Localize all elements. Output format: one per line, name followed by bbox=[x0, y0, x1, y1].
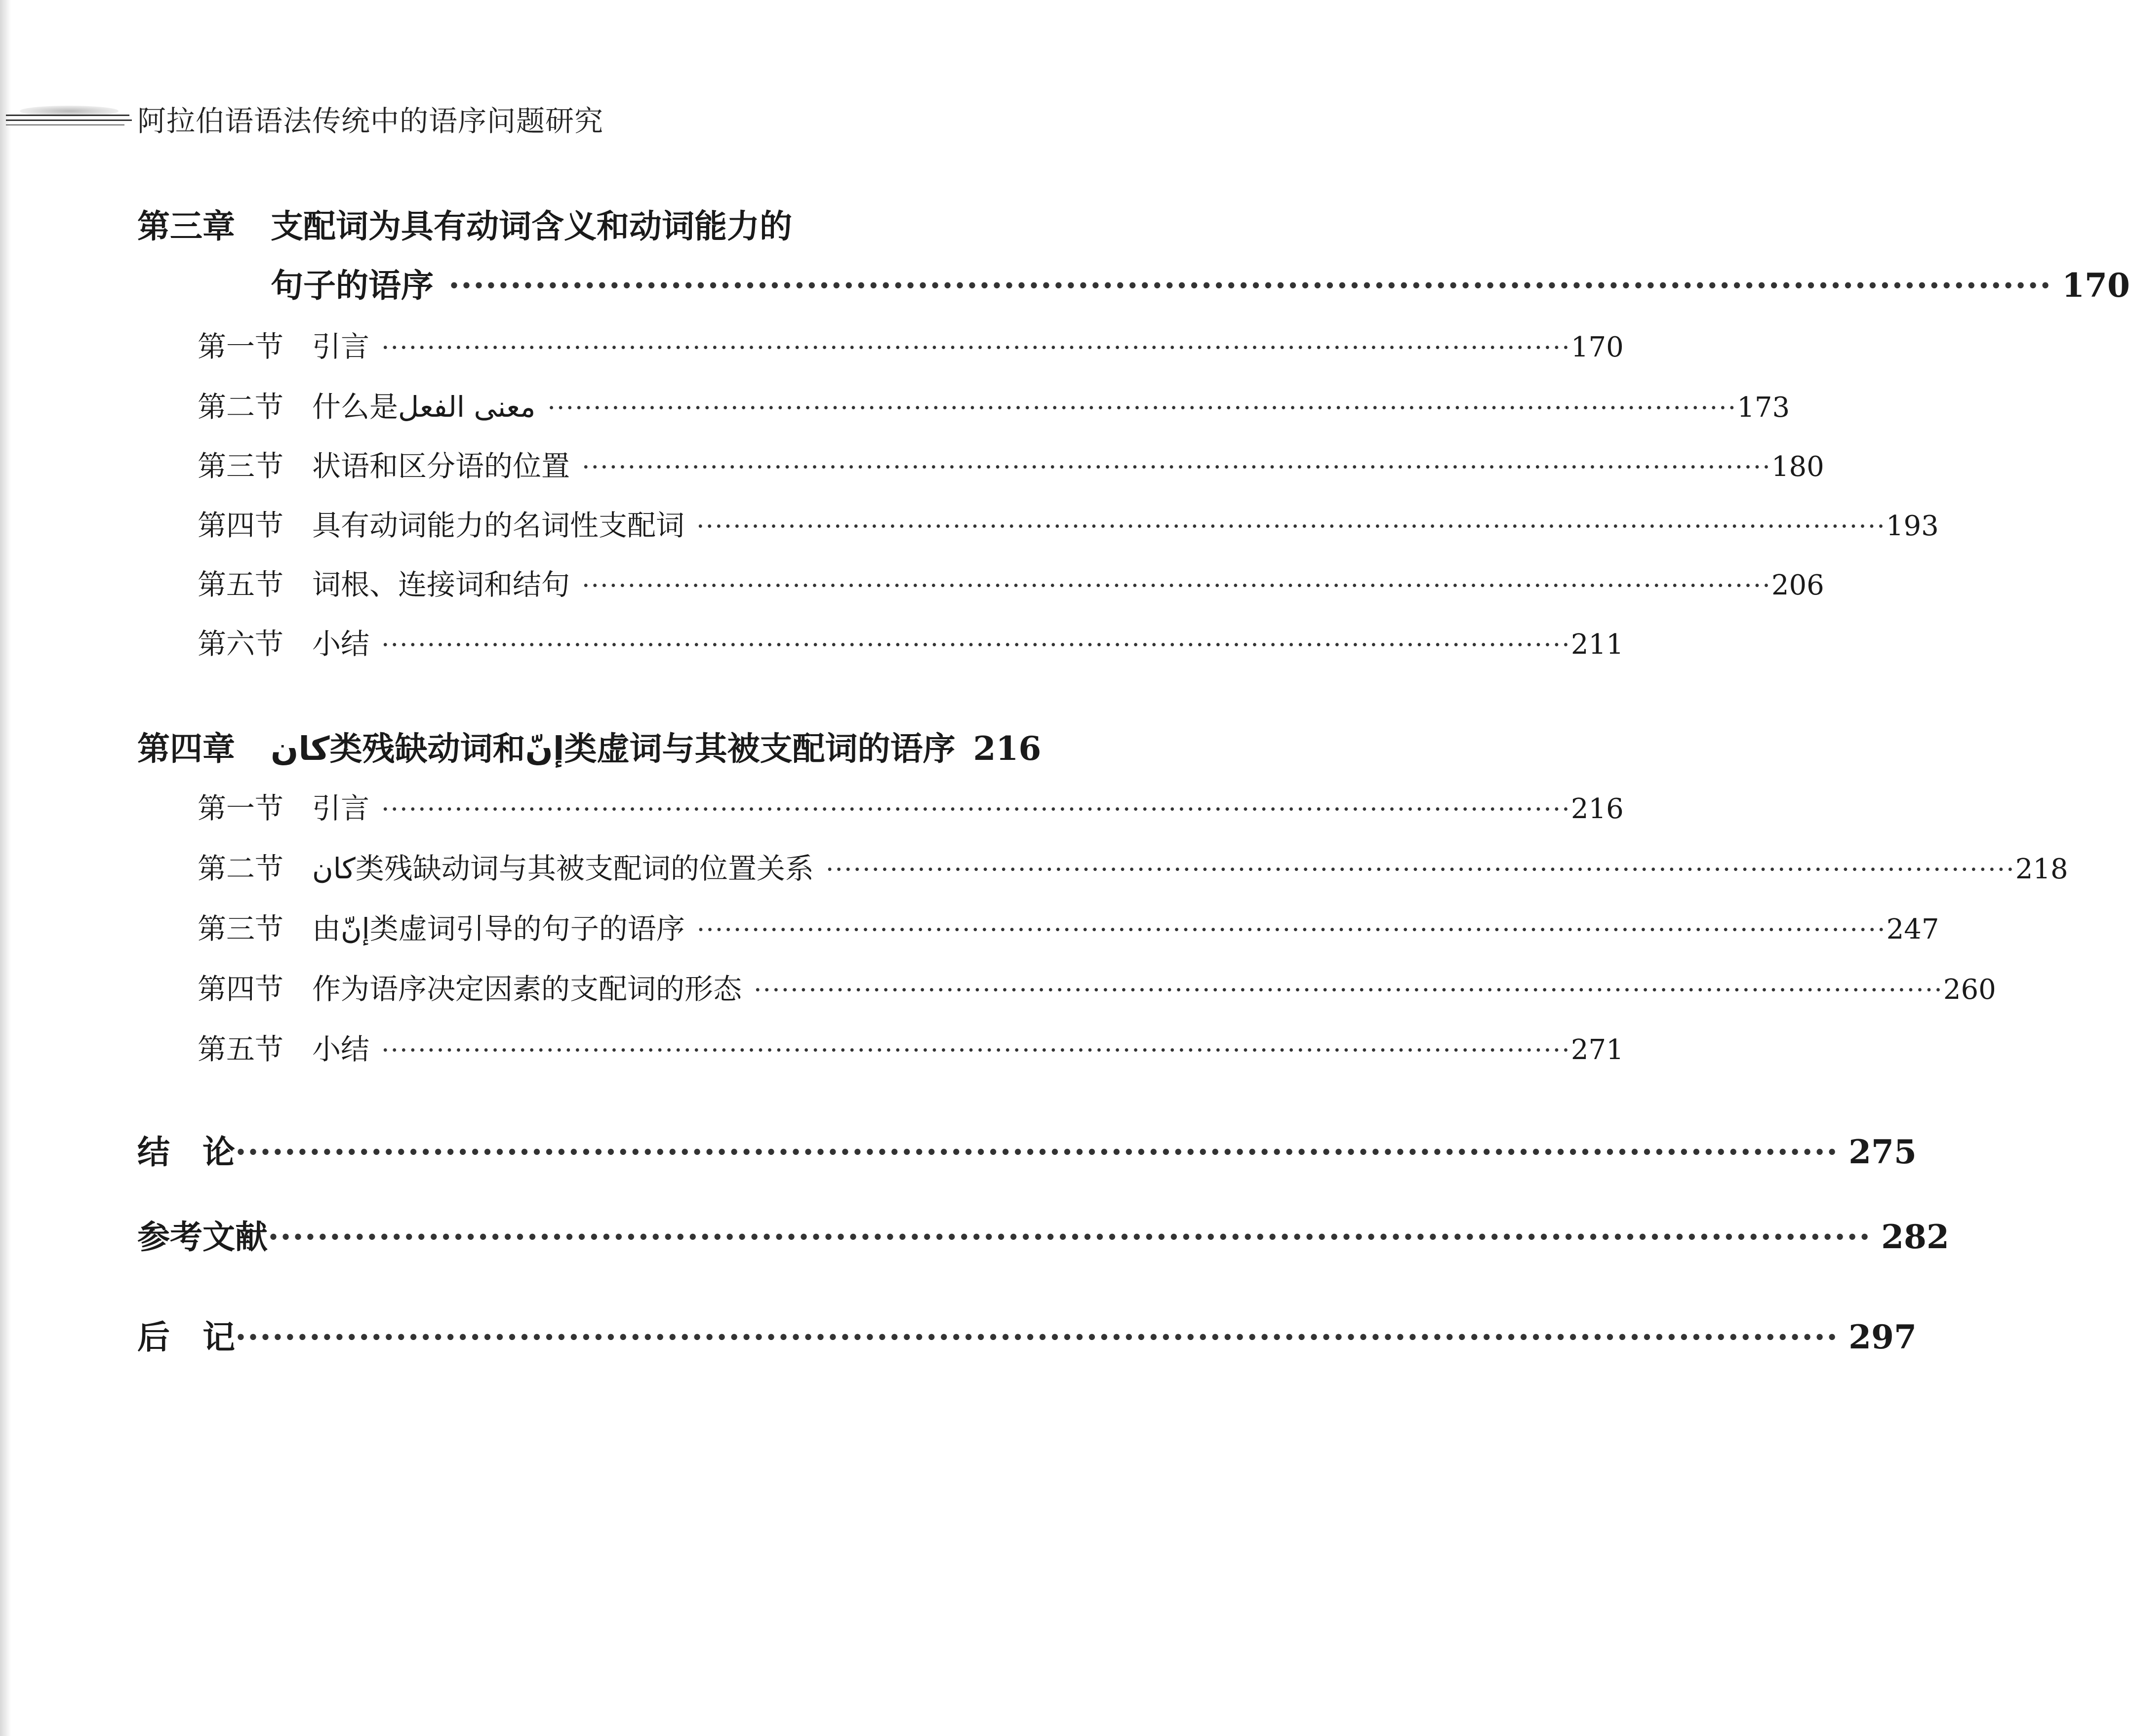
back-page: 282 bbox=[1881, 1218, 1949, 1256]
back-page: 275 bbox=[1849, 1133, 1917, 1171]
toc-entry-afterword[interactable] bbox=[137, 1311, 1917, 1358]
section-label: 第二节 bbox=[198, 390, 284, 424]
section-page: 211 bbox=[1570, 629, 1624, 661]
section-label: 第五节 bbox=[198, 1032, 284, 1066]
section-page: 247 bbox=[1886, 913, 1939, 946]
section-label: 第四节 bbox=[198, 972, 284, 1006]
dot-leader: ·································································································································· bbox=[381, 631, 1571, 660]
dot-leader: ·································································································································· bbox=[381, 333, 1571, 363]
chapter-3-label: 第三章 bbox=[137, 207, 235, 245]
dot-leader: ·································································································································· bbox=[754, 976, 1943, 1005]
toc-entry[interactable] bbox=[198, 785, 1624, 827]
section-label: 第三节 bbox=[198, 912, 284, 946]
section-title: 由إنّ类虚词引导的句子的语序 bbox=[312, 912, 685, 946]
section-page: 271 bbox=[1570, 1034, 1624, 1066]
section-title: 作为语序决定因素的支配词的形态 bbox=[312, 972, 742, 1006]
section-title: 引言 bbox=[312, 330, 370, 363]
section-page: 173 bbox=[1737, 392, 1790, 424]
dot-leader: ·································································································································· bbox=[235, 1318, 1839, 1356]
section-title: 小结 bbox=[312, 1032, 370, 1066]
toc-entry[interactable] bbox=[198, 502, 1939, 544]
toc-entry[interactable] bbox=[198, 1026, 1624, 1067]
back-title: 结 论 bbox=[137, 1133, 235, 1171]
toc-entry[interactable] bbox=[198, 845, 2068, 887]
dot-leader: ·································································································································· bbox=[235, 1133, 1839, 1171]
section-page: 193 bbox=[1886, 510, 1939, 542]
toc-entry[interactable] bbox=[198, 561, 1824, 603]
section-page: 170 bbox=[1570, 331, 1624, 363]
section-title: كان类残缺动词与其被支配词的位置关系 bbox=[312, 852, 814, 885]
section-label: 第四节 bbox=[198, 509, 284, 542]
dot-leader: ·································································································································· bbox=[547, 394, 1737, 423]
section-label: 第五节 bbox=[198, 568, 284, 601]
toc-entry[interactable] bbox=[198, 323, 1624, 365]
toc-entry[interactable] bbox=[198, 621, 1624, 662]
dot-leader: ·································································································································· bbox=[381, 795, 1571, 825]
toc-entry-conclusion[interactable] bbox=[137, 1126, 1917, 1173]
dot-leader: ·································································································································· bbox=[381, 1036, 1571, 1065]
dot-leader: ·································································································································· bbox=[825, 855, 2015, 885]
section-page: 180 bbox=[1771, 451, 1824, 483]
dot-leader: ·································································································································· bbox=[582, 571, 1771, 601]
dot-leader: ·································································································································· bbox=[696, 512, 1886, 542]
section-page: 206 bbox=[1771, 569, 1824, 601]
chapter-4-title: كان类残缺动词和إنّ类虚词与其被支配词的语序 bbox=[271, 730, 956, 768]
dot-leader: ·································································································································· bbox=[448, 266, 2052, 305]
section-title: 具有动词能力的名词性支配词 bbox=[312, 509, 685, 542]
section-label: 第一节 bbox=[198, 330, 284, 363]
toc-entry-references[interactable] bbox=[137, 1211, 1949, 1258]
section-title: 小结 bbox=[312, 627, 370, 661]
section-title: 状语和区分语的位置 bbox=[312, 449, 570, 483]
chapter-3-page: 170 bbox=[2062, 266, 2130, 305]
chapter-3-title-line1: 支配词为具有动词含义和动词能力的 bbox=[271, 207, 792, 245]
toc-entry[interactable] bbox=[198, 384, 1790, 425]
back-title: 参考文献 bbox=[137, 1218, 268, 1256]
running-head-title: 阿拉伯语语法传统中的语序问题研究 bbox=[137, 104, 604, 138]
dot-leader: ·································································································································· bbox=[582, 453, 1771, 482]
section-page: 260 bbox=[1943, 974, 1996, 1006]
section-label: 第一节 bbox=[198, 791, 284, 825]
section-title: 词根、连接词和结句 bbox=[312, 568, 570, 601]
section-title: 什么是معنى الفعل bbox=[312, 390, 536, 424]
toc-entry[interactable] bbox=[198, 906, 1939, 947]
back-title: 后 记 bbox=[137, 1318, 235, 1356]
toc-entry[interactable] bbox=[198, 443, 1824, 484]
section-title: 引言 bbox=[312, 791, 370, 825]
chapter-4-heading[interactable] bbox=[137, 722, 1042, 769]
chapter-4-label: 第四章 bbox=[137, 730, 235, 768]
chapter-3-title-line2: 句子的语序 bbox=[271, 267, 434, 305]
chapter-3-heading[interactable] bbox=[137, 200, 1031, 247]
section-page: 218 bbox=[2015, 853, 2068, 885]
dot-leader: ·································································································································· bbox=[696, 915, 1887, 945]
chapter-3-heading-cont[interactable] bbox=[271, 259, 2130, 306]
chapter-4-page: 216 bbox=[973, 729, 1042, 768]
section-label: 第六节 bbox=[198, 627, 284, 661]
back-page: 297 bbox=[1849, 1318, 1917, 1356]
section-page: 216 bbox=[1570, 793, 1624, 825]
section-label: 第三节 bbox=[198, 449, 284, 483]
section-label: 第二节 bbox=[198, 852, 284, 885]
toc-entry[interactable] bbox=[198, 966, 1996, 1007]
dot-leader: ·································································································································· bbox=[268, 1218, 1872, 1256]
